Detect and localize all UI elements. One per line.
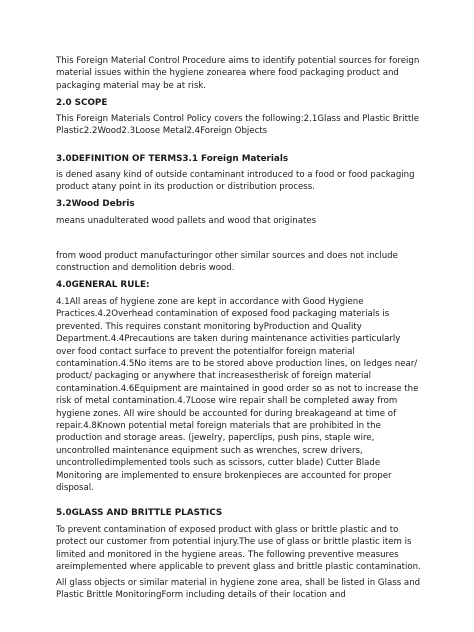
scope-heading: 2.0 SCOPE [56,98,108,108]
wood-paragraph: means unadulterated wood pallets and wood that originates [56,216,317,226]
wood-heading: 3.2Wood Debris [56,199,135,209]
general-rule-paragraph: 4.1All areas of hygiene zone are kept in accordance with Good Hygiene Practices.4.2Overhead contamination of exposed food packaging materials is prevented. This requires constant monitoring byProduction and Quality Department.4.4Precautions are taken during maintenance activities particularly over food contact surface to prevent the potentialfor foreign material contamination.4.5No items are to be stored above production lines, on ledges near/ product/ packaging or anywhere that increasestherisk of foreign material contamination.4.6Equipment are maintained in good order so as not to increase the risk of metal contamination.4.7Loose wire repair shall be completed away from hygiene zones. All wire should be accounted for during breakageand at time of repair.4.8Known potential metal foreign materials that are prohibited in the production and storage areas. (jewelry, paperclips, push pins, staple wire, uncontrolled maintenance equipment such as wrenches, screw drivers, uncontrolledimplemented tools such as scissors, cutter blade) Cutter Blade Monitoring are implemented to ensure brokenpieces are accounted for proper disposal. [56,297,419,494]
scope-paragraph: This Foreign Materials Control Policy covers the following:2.1Glass and Plastic Brittle Plastic2.2Wood2.3Loose Metal2.4Foreign Objects [56,114,419,137]
glass-paragraph: To prevent contamination of exposed product with glass or brittle plastic and to protect our customer from potential injury.The use of glass or brittle plastic item is limited and monitored in the hygiene areas. The following preventive measures areimplemented where applicable to prevent glass and brittle plastic contamination. [56,525,421,573]
definitions-heading: 3.0DEFINITION OF TERMS3.1 Foreign Materials [56,154,289,164]
glass-paragraph-2: All glass objects or similar material in hygiene zone area, shall be listed in Glass and Plastic Brittle MonitoringForm including details of their location and [56,578,421,601]
definitions-paragraph: is de​ned asany kind of outside contaminant introduced to a food or food packaging product atany point in its production or distribution process. [56,170,415,193]
wood-paragraph-continued: from wood product manufacturingor other similar sources and does not include construction and demolition debris wood. [56,251,398,274]
glass-heading: 5.0GLASS AND BRITTLE PLASTICS [56,508,223,518]
intro-paragraph: This Foreign Material Control Procedure aims to identify potential sources for foreign material issues within the hygiene zonearea where food packaging product and packaging material may be at risk. [56,56,420,91]
general-rule-heading: 4.0GENERAL RULE: [56,280,150,290]
